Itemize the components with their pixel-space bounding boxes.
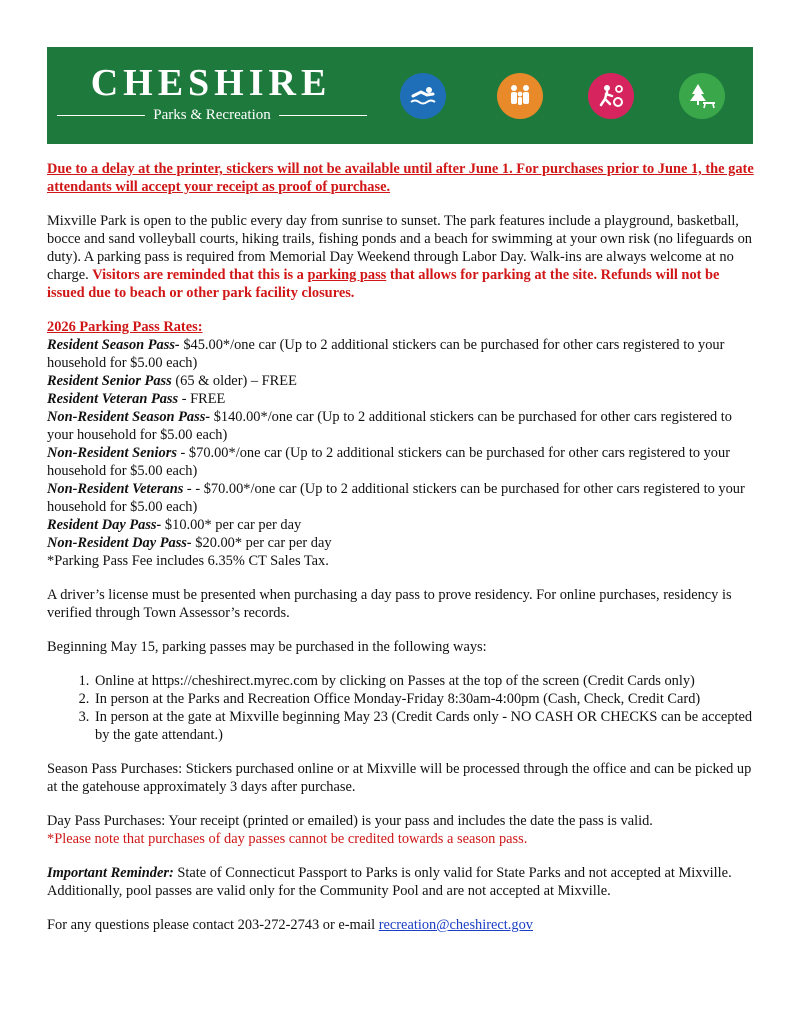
rate-label: Resident Season Pass- — [47, 337, 180, 353]
rate-label: Non-Resident Veterans — [47, 481, 184, 497]
rate-item — [47, 372, 757, 390]
rate-label: Resident Senior Pass — [47, 373, 172, 389]
email-link[interactable]: recreation@cheshirect.gov — [378, 917, 533, 933]
rate-item — [47, 516, 757, 534]
rate-item — [47, 390, 757, 408]
rate-detail: $140.00*/one car (Up to 2 additional stickers can be purchased for other cars registered to your household for $5.00 each) — [47, 409, 733, 443]
visitor-reminder-1: Visitors are reminded that this is a — [92, 267, 308, 283]
printer-delay-notice: Due to a delay at the printer, stickers will not be available until after June 1. For purchases prior to June 1, the gate attendants will accept your receipt as proof of purchase. — [47, 161, 754, 195]
reminder-label: Important Reminder: — [47, 865, 174, 881]
contact-paragraph — [47, 916, 757, 934]
rate-item — [47, 444, 757, 480]
visitor-reminder — [47, 267, 719, 301]
rate-detail: (65 & older) – FREE — [171, 373, 297, 389]
sports-icon — [588, 73, 634, 119]
reminder-text: State of Connecticut Passport to Parks is only valid for State Parks and not accepted at Mixville. Additionally, pool passes are valid only for the Community Pool and are not accepted at Mixville. — [47, 865, 732, 899]
contact-text: For any questions please contact 203-272-2743 or e-mail — [47, 917, 379, 933]
rates-heading-colon: : — [197, 319, 203, 335]
rate-label: Non-Resident Season Pass- — [47, 409, 211, 425]
rates-section — [47, 318, 757, 570]
rate-label: Non-Resident Day Pass- — [47, 535, 192, 551]
brand-subtitle-text: Parks & Recreation — [153, 107, 271, 123]
park-intro-text: Mixville Park is open to the public every day from sunrise to sunset. The park features include a playground, basketball, bocce and sand volleyball courts, hiking trails, fishing ponds and a beach for swimming at your own risk (no lifeguards on duty). A parking pass is required from Memorial Day Weekend through Labor Day. Walk-ins are always welcome at no charge. — [47, 213, 752, 283]
day-pass-note: *Please note that purchases of day passes cannot be credited towards a season pass. — [47, 831, 528, 847]
important-reminder — [47, 864, 757, 900]
day-pass-paragraph — [47, 812, 757, 848]
season-pass-paragraph: Season Pass Purchases: Stickers purchased online or at Mixville will be processed through the office and can be picked up at the gatehouse approximately 3 days after purchase. — [47, 761, 752, 795]
purchase-method: 2. In person at the Parks and Recreation Office Monday-Friday 8:30am-4:00pm (Cash, Check, Credit Card) — [93, 690, 757, 708]
rates-heading — [47, 318, 757, 336]
park-intro — [47, 212, 757, 302]
header-banner — [47, 47, 753, 144]
tree-picnic-icon — [679, 73, 725, 119]
tax-note: *Parking Pass Fee includes 6.35% CT Sales Tax. — [47, 553, 329, 569]
swimmer-icon — [400, 73, 446, 119]
rate-label: Non-Resident Seniors — [47, 445, 177, 461]
family-icon — [497, 73, 543, 119]
divider — [57, 115, 145, 116]
rate-detail: - $70.00*/one car (Up to 2 additional stickers can be purchased for other cars registered to your household for $5.00 each) — [47, 445, 730, 479]
purchase-methods-list — [47, 672, 757, 744]
brand-subtitle — [57, 107, 367, 124]
license-paragraph: A driver’s license must be presented when purchasing a day pass to prove residency. For online purchases, residency is verified through Town Assessor’s records. — [47, 587, 732, 621]
rate-item — [47, 336, 757, 372]
rates-heading-text: 2026 Parking Pass Rates — [47, 319, 198, 335]
divider — [279, 115, 367, 116]
rate-label: Resident Veteran Pass — [47, 391, 179, 407]
visitor-reminder-2: that allows for parking at the site. Refunds will not be issued due to beach or other park facility closures. — [47, 267, 720, 301]
purchase-method: 3. In person at the gate at Mixville beginning May 23 (Credit Cards only - NO CASH OR CHECKS can be accepted by the gate attendant.) — [93, 708, 757, 744]
rate-item — [47, 534, 757, 552]
purchase-method: 1. Online at https://cheshirect.myrec.com by clicking on Passes at the top of the screen (Credit Cards only) — [93, 672, 757, 690]
purchase-intro: Beginning May 15, parking passes may be purchased in the following ways: — [47, 639, 487, 655]
day-pass-text: Day Pass Purchases: Your receipt (printed or emailed) is your pass and includes the date the pass is valid. — [47, 813, 653, 829]
parking-pass-emphasis: parking pass — [307, 267, 387, 283]
document-body — [47, 160, 757, 950]
brand-title: CHESHIRE — [90, 62, 332, 104]
rate-detail: $45.00*/one car (Up to 2 additional stickers can be purchased for other cars registered to your household for $5.00 each) — [47, 337, 725, 371]
rate-detail: - - $70.00*/one car (Up to 2 additional stickers can be purchased for other cars registered to your household for $5.00 each) — [47, 481, 745, 515]
rate-detail: $20.00* per car per day — [191, 535, 332, 551]
rate-item — [47, 480, 757, 516]
rate-detail: - FREE — [178, 391, 226, 407]
rate-item — [47, 408, 757, 444]
rate-label: Resident Day Pass- — [47, 517, 162, 533]
rate-detail: $10.00* per car per day — [161, 517, 302, 533]
